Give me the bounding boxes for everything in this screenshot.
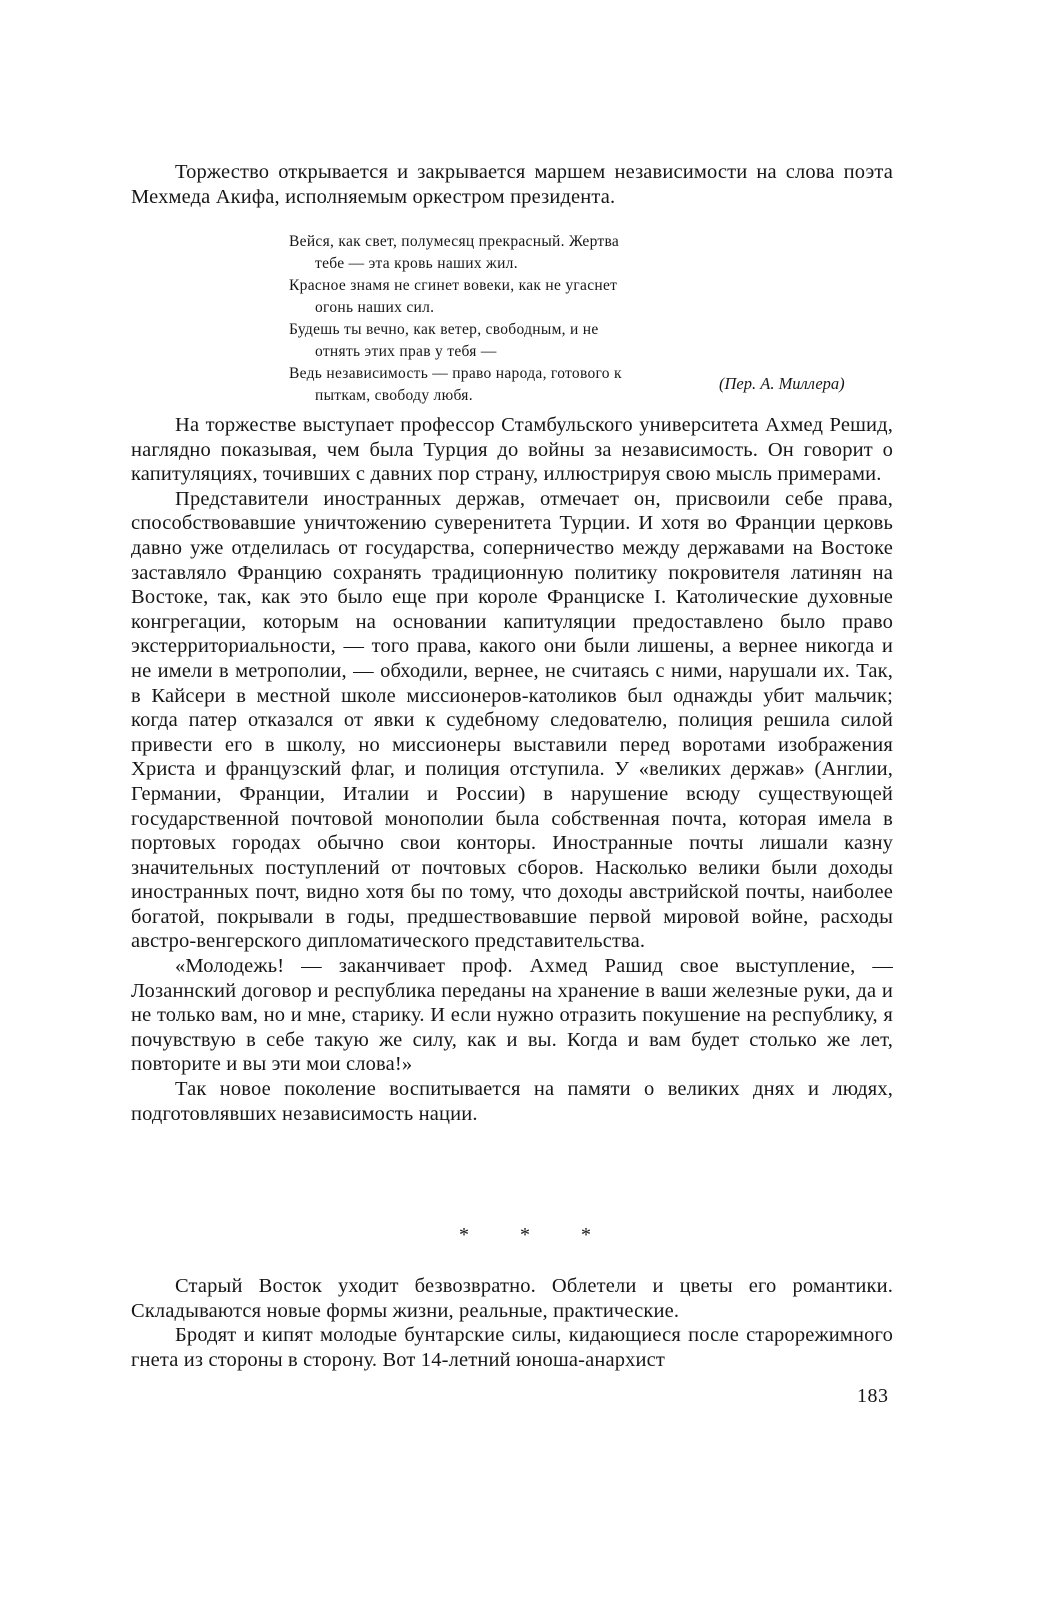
intro-paragraph: Торжество открывается и закрывается маршем независимости на слова поэта Мехмеда Акифа, исполняемым оркестром президента. xyxy=(131,161,893,208)
body-paragraph: На торжестве выступает профессор Стамбульского университета Ахмед Решид, наглядно показывая, чем была Турция до войны за независимость. Он говорит о капитуляциях, точивших с давних пор страну, иллюстрируя свою мысль примерами. xyxy=(131,414,893,486)
poem-line: огонь наших сил. xyxy=(315,299,435,316)
poem-line: пыткам, свободу любя. xyxy=(315,387,473,404)
poem-line: Красное знамя не сгинет вовеки, как не угаснет xyxy=(289,277,618,294)
poem-line: Вейся, как свет, полумесяц прекрасный. Жертва xyxy=(289,233,620,250)
closing-section xyxy=(131,1274,893,1372)
separator-asterisk: * xyxy=(459,1224,469,1246)
translator-credit: (Пер. А. Миллера) xyxy=(719,374,845,393)
separator-asterisk: * xyxy=(520,1224,530,1246)
body-section xyxy=(131,413,893,1126)
poem-line: тебе — эта кровь наших жил. xyxy=(315,255,518,272)
poem-line: Будешь ты вечно, как ветер, свободным, и не xyxy=(289,321,599,338)
intro-section xyxy=(131,160,893,209)
poem-line: отнять этих прав у тебя — xyxy=(315,343,497,360)
body-paragraph: «Молодежь! — заканчивает проф. Ахмед Рашид свое выступление, — Лозаннский договор и республика переданы на хранение в ваши железные руки, да и не только вам, но и мне, старику. И если нужно отразить покушение на республику, я почувствую в себе такую же силу, как и вы. Когда и вам будет столько же лет, повторите и вы эти мои слова!» xyxy=(131,955,893,1076)
page-number: 183 xyxy=(857,1385,889,1407)
separator-asterisk: * xyxy=(581,1224,591,1246)
section-separator xyxy=(0,1224,1050,1247)
body-paragraph: Так новое поколение воспитывается на памяти о великих днях и людях, подготовлявших независимость нации. xyxy=(131,1078,893,1125)
poem-line: Ведь независимость — право народа, готового к xyxy=(289,365,622,382)
closing-paragraph: Старый Восток уходит безвозвратно. Облетели и цветы его романтики. Складываются новые формы жизни, реальные, практические. xyxy=(131,1275,893,1322)
closing-paragraph: Бродят и кипят молодые бунтарские силы, кидающиеся после старорежимного гнета из стороны в сторону. Вот 14-летний юноша-анархист xyxy=(131,1324,893,1371)
poem-verse xyxy=(289,231,729,407)
body-paragraph: Представители иностранных держав, отмечает он, присвоили себе права, способствовавшие уничтожению суверенитета Турции. И хотя во Франции церковь давно уже отделилась от государства, соперничество между державами на Востоке заставляло Францию сохранять традиционную политику покровителя латинян на Востоке, так, как это было еще при короле Франциске I. Католические духовные конгрегации, которым на основании капитуляции предоставлено было право экстерриториальности, — того права, какого они были лишены, а вернее никогда и не имели в метрополии, — обходили, вернее, не считаясь с ними, нарушали их. Так, в Кайсери в местной школе миссионеров-католиков был однажды убит мальчик; когда патер отказался от явки к судебному следователю, полиция решила силой привести его в школу, но миссионеры выставили перед воротами изображения Христа и французский флаг, и полиция отступила. У «великих держав» (Англии, Германии, Франции, Италии и России) в нарушение всюду существующей государственной почтовой монополии была собственная почта, которая имела в портовых городах обычно свои конторы. Иностранные почты лишали казну значительных поступлений от почтовых сборов. Насколько велики были доходы иностранных почт, видно хотя бы по тому, что доходы австрийской почты, наиболее богатой, покрывали в годы, предшествовавшие первой мировой войне, расходы австро-венгерского дипломатического представительства. xyxy=(131,487,893,953)
